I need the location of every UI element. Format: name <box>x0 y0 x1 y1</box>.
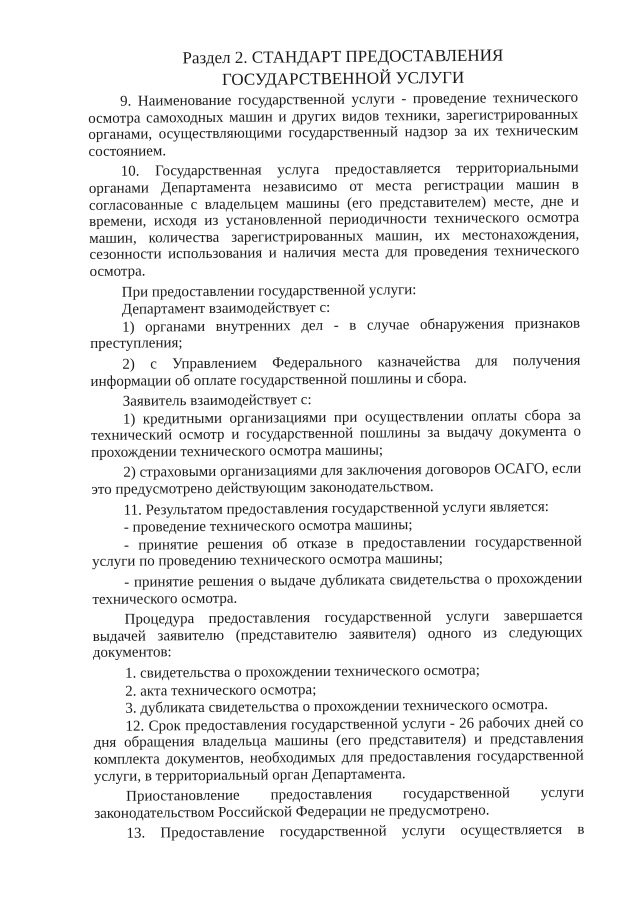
paragraph-intro: При предоставлении государственной услуги: <box>121 281 417 301</box>
list-item: - проведение технического осмотра машины; <box>123 517 413 536</box>
paragraph-item-10: 10. Государственная услуга предоставляется территориальными органами Департамента независимо от места регистрации машин в согласованные с владельцем машины (его представителем) месте, дне и времени, исходя из установленной периодичности технического осмотра машин, количества зарегистрированных машин, их местонахождения, сезонности использования и наличия места для проведения технического осмотра. <box>88 160 580 280</box>
paragraph-item-13: 13. Предоставление государственной услуги осуществляется в <box>126 822 585 843</box>
document-body <box>88 90 585 847</box>
list-item: 3. дубликата свидетельства о прохождении технического осмотра. <box>125 697 548 717</box>
paragraph-department-interacts: Департамент взаимодействует с: <box>121 300 331 318</box>
paragraph-procedure: Процедура предоставления государственной услуги завершается выдачей заявителю (представителю заявителя) одного из следующих документов: <box>92 607 583 662</box>
paragraph-item-9: 9. Наименование государственной услуги - проведение технического осмотра самоходных машин и других видов техники, зарегистрированных органами, осуществляющими государственный надзор за их техническим состоянием. <box>88 89 579 160</box>
paragraph-item-11: 11. Результатом предоставления государственной услуги является: <box>123 498 549 519</box>
list-item: 1. свидетельства о прохождении технического осмотра; <box>124 662 480 682</box>
list-item: 2) с Управлением Федерального казначейства для получения информации об оплате государственной пошлины и сбора. <box>90 352 581 390</box>
list-item: - принятие решения о выдаче дубликата свидетельства о прохождении технического осмотра. <box>92 570 583 608</box>
list-item: - принятие решения об отказе в предоставлении государственной услуги по проведению технического осмотра машины; <box>92 533 582 571</box>
list-item: 2. акта технического осмотра; <box>125 681 317 700</box>
paragraph-suspension: Приостановление предоставления государственной услуги законодательством Российской Федерации не предусмотрено. <box>94 784 585 822</box>
paragraph-item-12: 12. Срок предоставления государственной услуги - 26 рабочих дней со дня обращения владельца машины (его представителя) и представления комплекта документов, необходимых для предоставления государственной услуги, в территориальный орган Департамента. <box>93 714 584 785</box>
list-item: 2) страховыми организациями для заключения договоров ОСАГО, если это предусмотрено действующим законодательством. <box>91 461 582 499</box>
list-item: 1) органами внутренних дел - в случае обнаружения признаков преступления; <box>90 315 581 353</box>
section-heading: Раздел 2. СТАНДАРТ ПРЕДОСТАВЛЕНИЯ ГОСУДАРСТВЕННОЙ УСЛУГИ <box>182 45 504 90</box>
paragraph-applicant-interacts: Заявитель взаимодействует с: <box>122 392 312 410</box>
list-item: 1) кредитными организациями при осуществлении оплаты сбора за технический осмотр и государственной пошлины за выдачу документа о прохождении технического осмотра машины; <box>90 407 582 461</box>
